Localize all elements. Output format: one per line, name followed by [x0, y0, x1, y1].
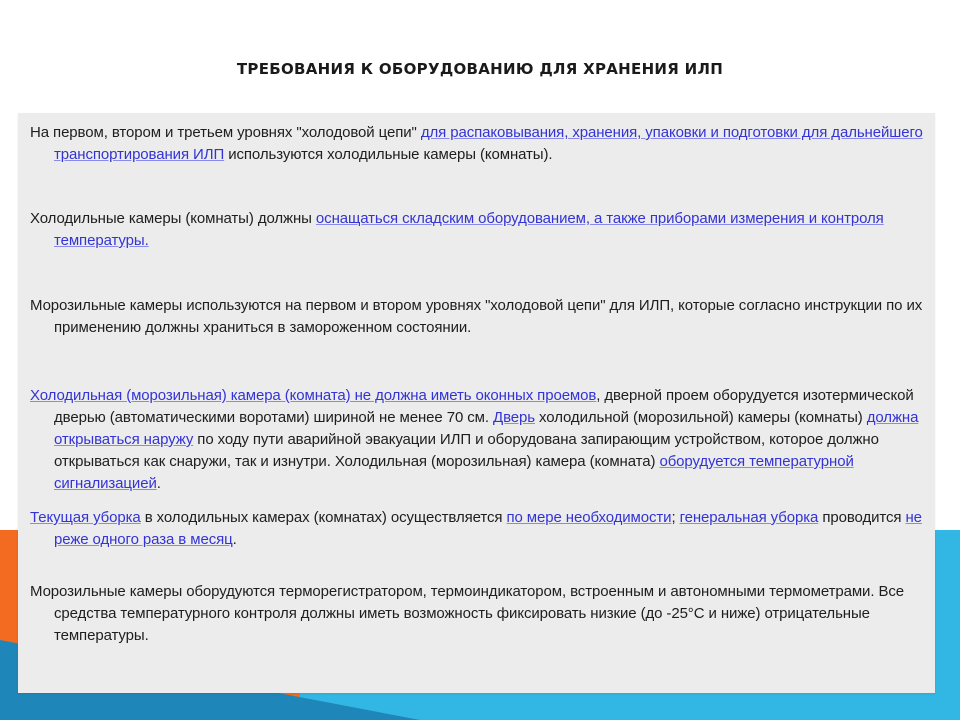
highlighted-text: Холодильная (морозильная) камера (комната) не должна иметь оконных проемов	[30, 387, 597, 404]
body-text: проводится	[818, 509, 906, 526]
body-text: Морозильные камеры используются на первом и втором уровнях "холодовой цепи" для ИЛП, которые согласно инструкции по их применению должны храниться в замороженном состоянии.	[30, 297, 923, 336]
body-text: , дверной проем оборудуется изотермической дверью (автоматическими воротами) шириной не менее 70 см.	[54, 387, 914, 426]
body-text: Морозильные камеры оборудуются терморегистратором, термоиндикатором, встроенным и автономными термометрами. Все средства температурного контроля должны иметь возможность фиксировать низкие (до -25°С и ниже) отрицательные температуры.	[30, 583, 904, 644]
highlighted-text: оборудуется температурной сигнализацией	[54, 453, 854, 492]
paragraph-1	[30, 122, 923, 166]
paragraph-3	[30, 295, 923, 339]
highlighted-text: генеральная уборка	[679, 509, 819, 526]
content-panel	[18, 113, 935, 693]
body-text: по ходу пути аварийной эвакуации ИЛП и оборудована запирающим устройством, которое должно открываться как снаружи, так и изнутри. Холодильная (морозильная) камера (комната)	[54, 431, 879, 470]
body-text: .	[232, 531, 237, 548]
body-text: Холодильные камеры (комнаты) должны	[30, 210, 316, 227]
body-text: используются холодильные камеры (комнаты).	[224, 146, 553, 163]
body-text: На первом, втором и третьем уровнях "холодовой цепи"	[30, 124, 421, 141]
highlighted-text: должна открываться наружу	[54, 409, 919, 448]
paragraph-2	[30, 208, 923, 252]
body-text: в холодильных камерах (комнатах) осуществляется	[140, 509, 507, 526]
highlighted-text: по мере необходимости	[506, 509, 672, 526]
slide-title: ТРЕБОВАНИЯ К ОБОРУДОВАНИЮ ДЛЯ ХРАНЕНИЯ ИЛП	[236, 60, 724, 78]
highlighted-text: не реже одного раза в месяц	[54, 509, 922, 548]
highlighted-text: оснащаться складским оборудованием, а также приборами измерения и контроля температуры.	[54, 210, 884, 249]
body-text: .	[156, 475, 161, 492]
paragraph-6	[30, 581, 923, 647]
paragraph-4	[30, 385, 923, 495]
highlighted-text: для распаковывания, хранения, упаковки и подготовки для дальнейшего транспортирования ИЛП	[54, 124, 923, 163]
highlighted-text: Дверь	[493, 409, 535, 426]
highlighted-text: Текущая уборка	[30, 509, 141, 526]
body-text: ;	[671, 509, 680, 526]
body-text: холодильной (морозильной) камеры (комнаты)	[534, 409, 867, 426]
paragraph-5	[30, 507, 923, 551]
